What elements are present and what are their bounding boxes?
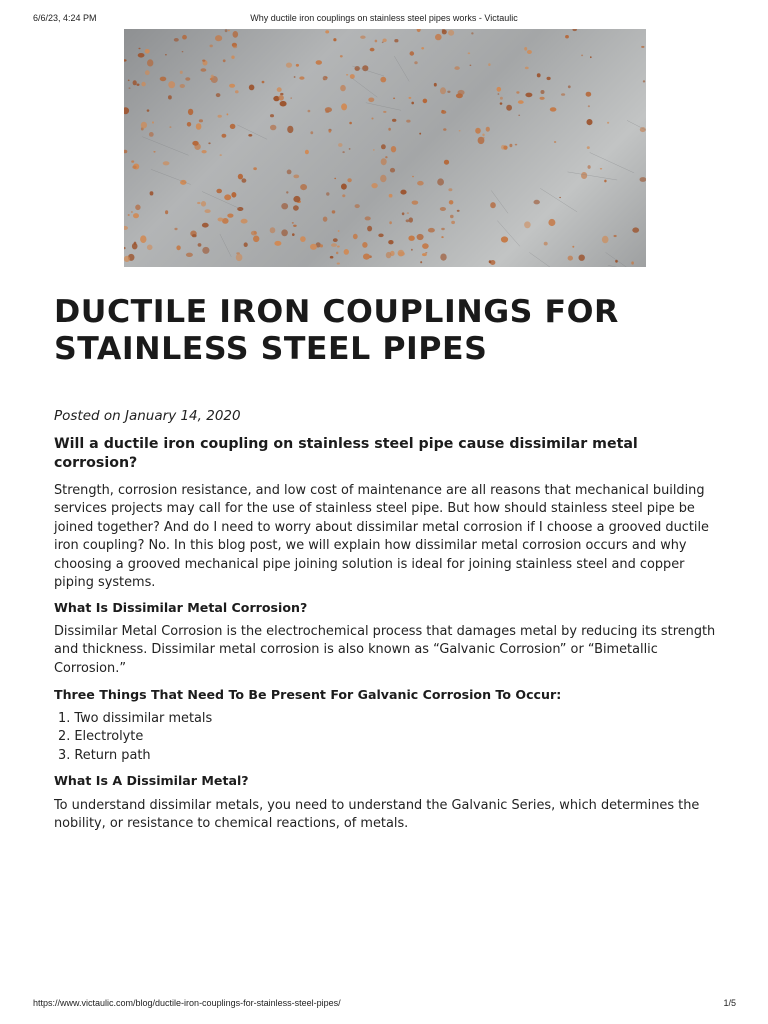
print-page-title: Why ductile iron couplings on stainless steel pipes works - Victaulic [250,13,518,23]
article-headline [54,294,727,368]
section-text-dissimilar-corrosion: Dissimilar Metal Corrosion is the electrochemical process that damages metal by reducing its strength and thickness. Dissimilar metal corrosion is also known as “Galvanic Corrosion” or “Bimetallic Corrosion.” [54,624,716,676]
headline-line-2: STAINLESS STEEL PIPES [54,331,488,367]
posted-date: Posted on January 14, 2020 [54,408,241,424]
galvanic-requirements-list [58,710,212,765]
print-url: https://www.victaulic.com/blog/ductile-iron-couplings-for-stainless-steel-pipes/ [33,998,341,1008]
section-heading-dissimilar-corrosion: What Is Dissimilar Metal Corrosion? [54,600,308,615]
list-item: 3. Return path [58,747,151,763]
headline-line-1: DUCTILE IRON COUPLINGS FOR [54,294,619,330]
print-page-number: 1/5 [723,998,736,1008]
section-heading-three-things: Three Things That Need To Be Present For Galvanic Corrosion To Occur: [54,687,562,702]
list-item: 1. Two dissimilar metals [58,711,213,726]
print-datetime: 6/6/23, 4:24 PM [33,13,97,23]
intro-paragraph: Strength, corrosion resistance, and low cost of maintenance are all reasons that mechanical building services projects may call for the use of stainless steel pipe. But how should stainless steel pipe be joined together? And do I need to worry about dissimilar metal corrosion if I choose a grooved ductile iron coupling? No. In this blog post, we will explain how dissimilar metal corrosion occurs and why choosing a grooved mechanical pipe joining solution is ideal for joining stainless steel and copper piping systems. [54,483,709,591]
article-subheading: Will a ductile iron coupling on stainless steel pipe cause dissimilar metal corrosion? [54,436,638,471]
section-heading-dissimilar-metal: What Is A Dissimilar Metal? [54,773,249,788]
hero-image-rusted-steel [124,29,646,267]
section-text-dissimilar-metal: To understand dissimilar metals, you need to understand the Galvanic Series, which determines the nobility, or resistance to chemical reactions, of metals. [54,798,700,832]
list-item: 2. Electrolyte [58,729,144,745]
rust-texture [124,29,646,267]
print-footer [0,998,768,1012]
print-header [0,13,768,27]
